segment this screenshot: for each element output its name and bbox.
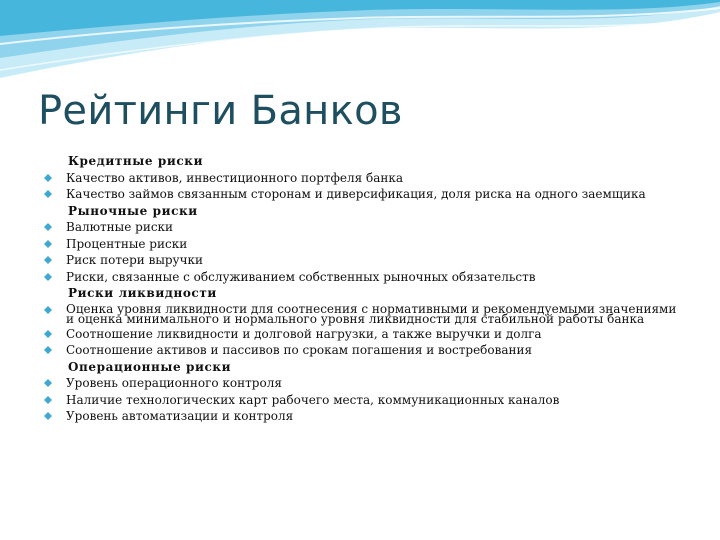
list-item-text: Оценка уровня ликвидности для соотнесения с нормативными и рекомендуемыми значениями и оценка минимального и нормального уровня ликвидности для стабильной работы банка [66,301,677,326]
list-item [44,170,684,187]
section-heading: Операционные риски [68,359,232,374]
list-item-text: Соотношение ликвидности и долговой нагрузки, а также выручки и долга [66,326,542,341]
list-item [44,252,684,269]
diamond-dot-icon [44,174,52,182]
list-item [44,219,684,236]
list-item [44,392,684,409]
diamond-dot-icon [44,330,52,338]
section-heading: Риски ликвидности [68,286,217,300]
list-item-text: Качество активов, инвестиционного портфеля банка [66,170,404,185]
slide-title: Рейтинги Банков [38,88,403,134]
diamond-dot-icon [44,412,52,420]
list-item-text: Риски, связанные с обслуживанием собственных рыночных обязательств [66,269,536,284]
header-wave-decoration [0,0,720,100]
list-item-text: Уровень автоматизации и контроля [66,409,294,423]
list-item [44,408,684,425]
diamond-dot-icon [44,240,52,248]
list-item-text: Процентные риски [66,236,188,251]
diamond-dot-icon [44,256,52,264]
list-item-text: Наличие технологических карт рабочего места, коммуникационных каналов [66,392,560,407]
list-item [44,375,684,392]
list-item [44,302,684,326]
list-item [44,236,684,253]
diamond-dot-icon [44,346,52,354]
section-heading: Кредитные риски [68,154,204,168]
list-item-text: Качество займов связанным сторонам и диверсификация, доля риска на одного заемщика [66,187,646,201]
section-heading: Рыночные риски [68,203,198,218]
list-item-text: Риск потери выручки [66,253,204,267]
diamond-dot-icon [44,223,52,231]
diamond-dot-icon [44,306,52,314]
diamond-dot-icon [44,396,52,404]
diamond-dot-icon [44,273,52,281]
list-item-text: Соотношение активов и пассивов по срокам погашения и востребования [66,343,533,357]
list-item-text: Валютные риски [66,220,174,234]
diamond-dot-icon [44,379,52,387]
list-item-text: Уровень операционного контроля [66,376,282,390]
diamond-dot-icon [44,190,52,198]
list-item [44,342,684,359]
list-item [44,269,684,286]
list-item [44,186,684,203]
list-item [44,326,684,343]
slide-content [44,153,684,425]
